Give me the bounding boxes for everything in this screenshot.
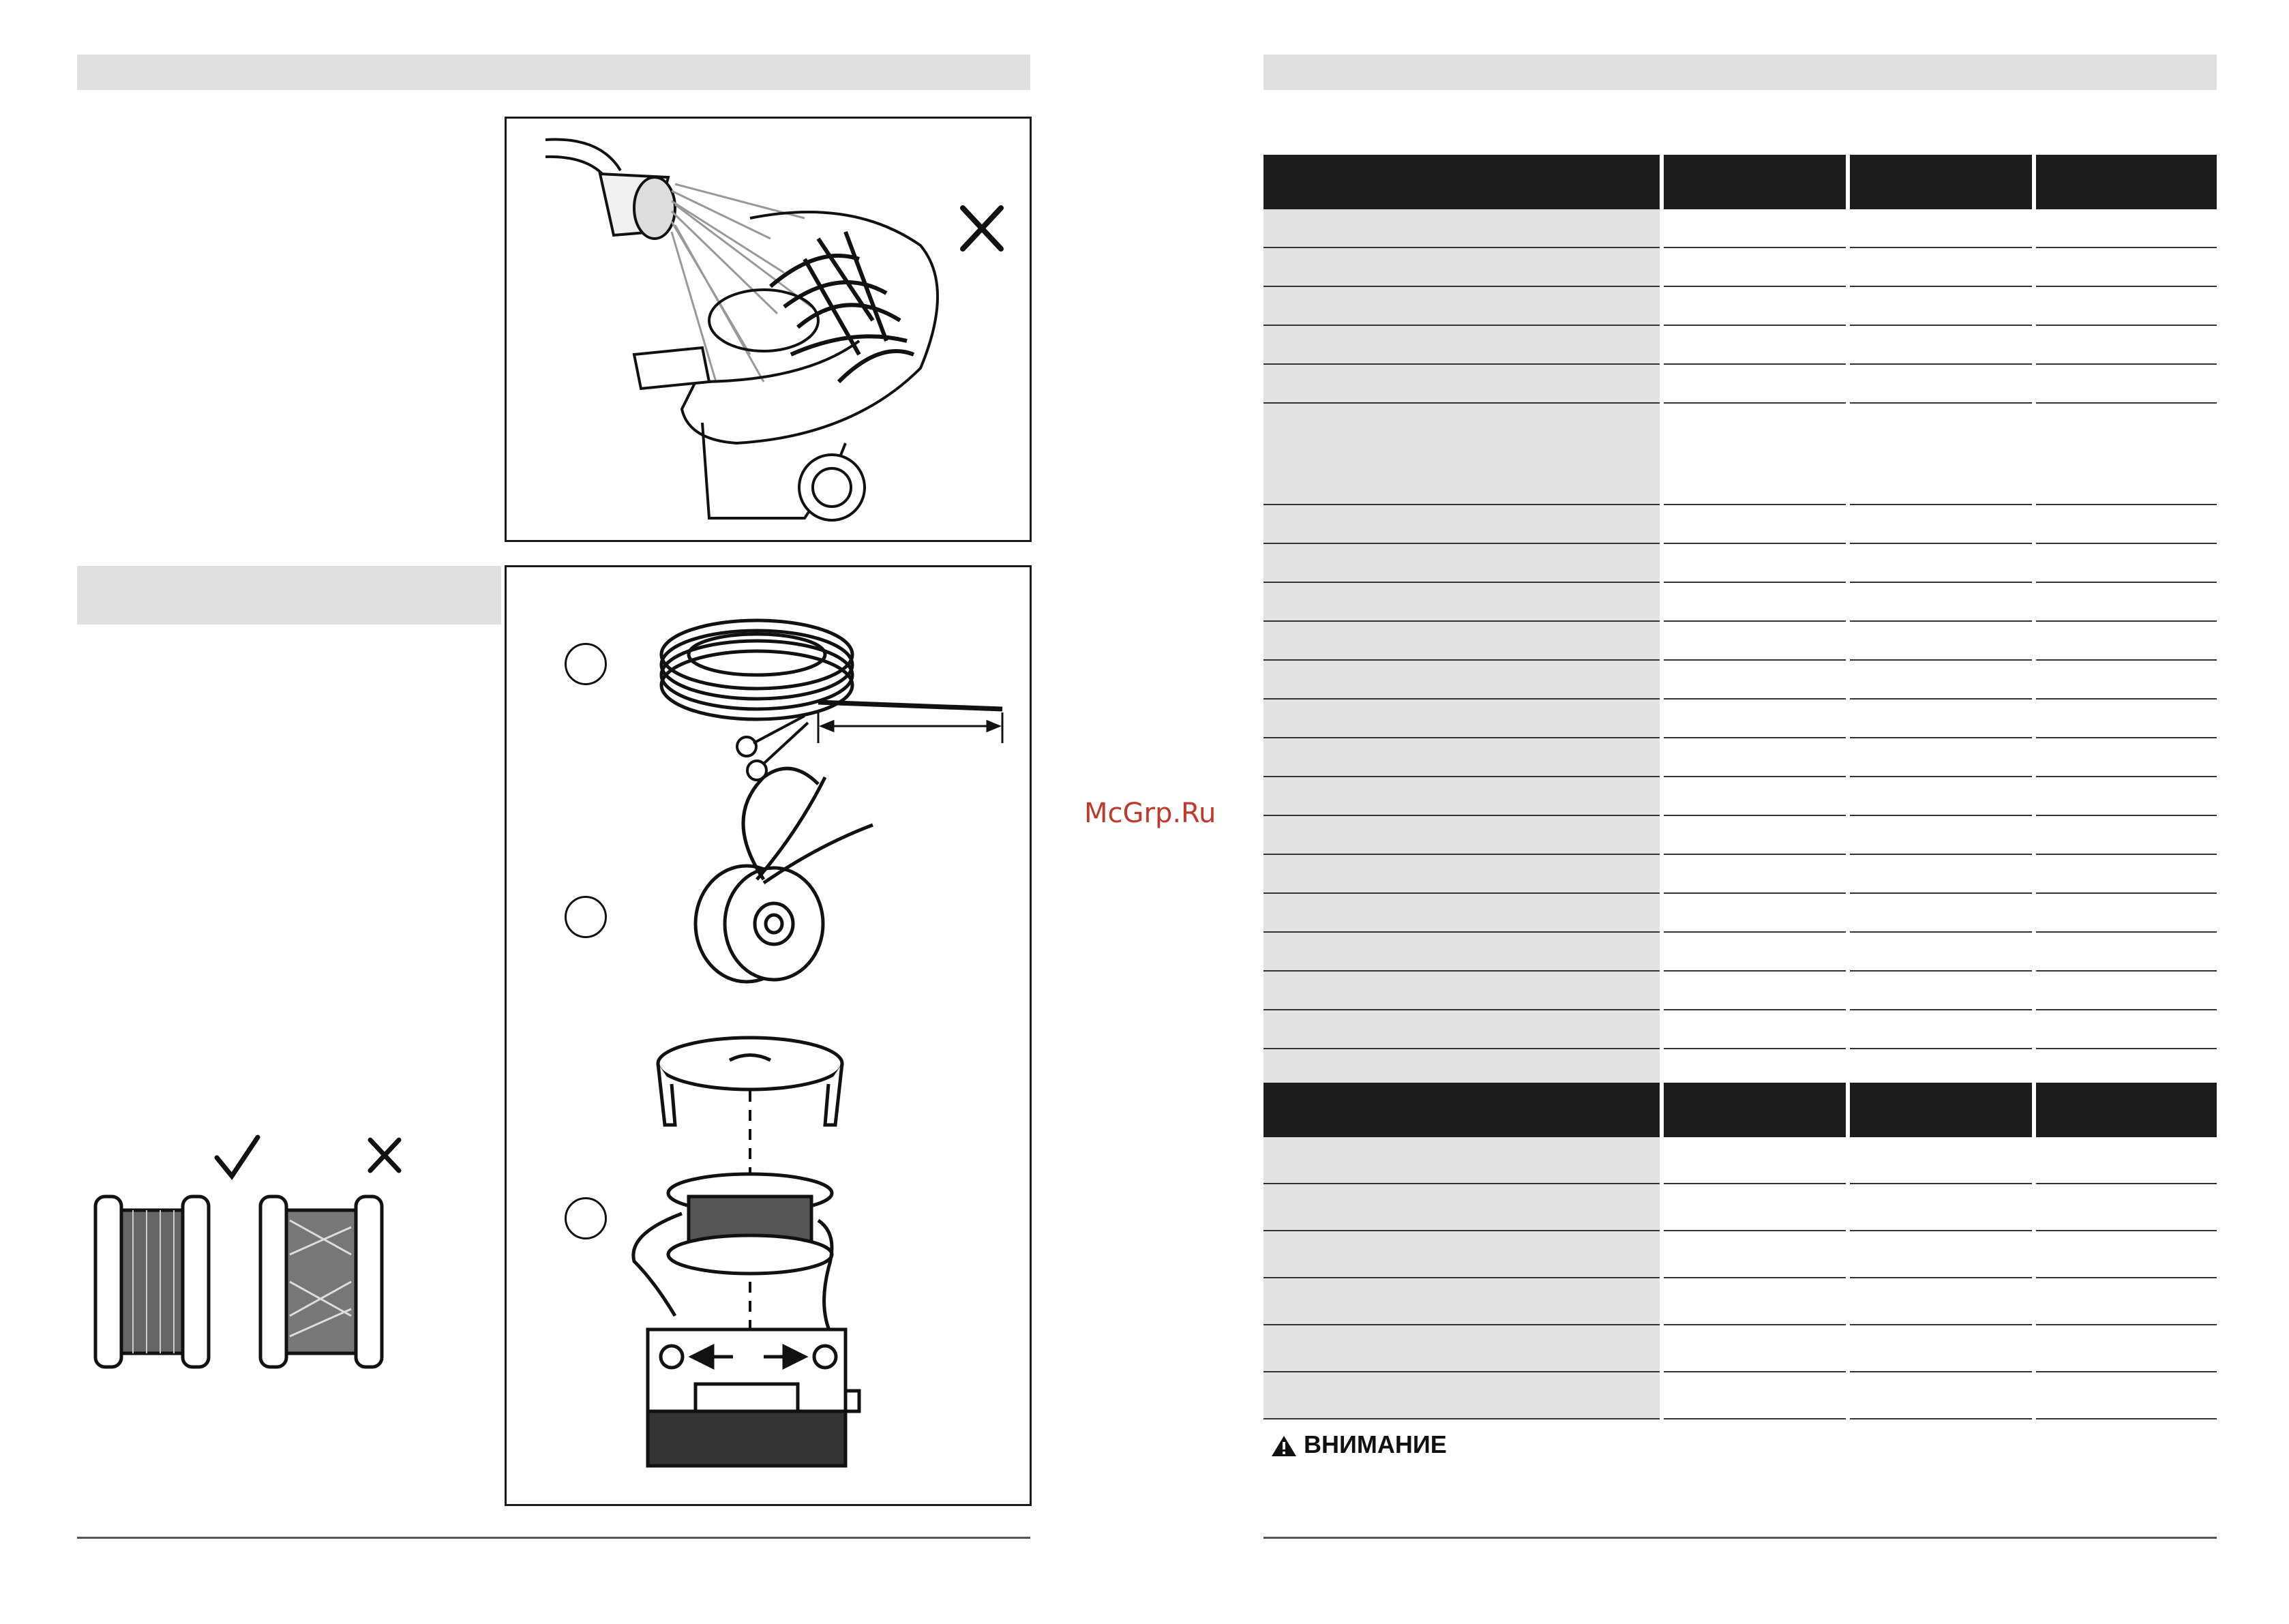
spec-table-2-row [1263,1278,2217,1325]
spec-table-2-row [1263,1325,2217,1372]
spec-table-2-cell [1263,1137,1662,1184]
spec-table-1-cell [1662,505,1848,543]
spec-table-1-row [1263,971,2217,1010]
spec-table-2-cell [2034,1137,2217,1184]
spec-table-1-cell [1662,1049,1848,1087]
spec-table-1-cell [1263,1049,1662,1087]
spec-table-1-row [1263,582,2217,621]
spec-table-1-cell [1662,286,1848,325]
spool-threading-icon [695,768,873,982]
spec-table-1-row [1263,854,2217,893]
spec-table-2-cell [1662,1137,1848,1184]
spec-table-1-cell [1848,505,2034,543]
trimmer-head-base-icon [648,1329,859,1466]
spec-table-1-cell [2034,247,2217,286]
spec-table-1-row [1263,699,2217,738]
spec-table-1-cell [1263,893,1662,932]
spec-table-2-cell [2034,1325,2217,1372]
spec-table-1-cell [1848,209,2034,247]
spec-table-2-header [1263,1083,2217,1137]
spec-table-1-cell [1662,1010,1848,1049]
spec-table-1-cell [1263,621,1662,660]
spec-table-1-cell [1662,403,1848,505]
spec-table-2-cell [2034,1184,2217,1231]
spec-table-1-cell [1662,777,1848,815]
check-mark-icon [217,1137,258,1176]
spec-table-1-row [1263,247,2217,286]
grass-debris-icon [771,232,914,382]
spec-table-1-cell [1662,854,1848,893]
spec-table-1-cell [1263,971,1662,1010]
spec-table-1-cell [1263,854,1662,893]
spec-table-1-cell [1848,1010,2034,1049]
spec-table-1-cell [1848,364,2034,403]
spec-table-1-cell [2034,815,2217,854]
spool-incorrect-icon [260,1197,382,1367]
spec-table-1-cell [1848,815,2034,854]
spec-table-1-cell [1662,699,1848,738]
spec-table-1-cell [1662,247,1848,286]
spec-table-1-row [1263,543,2217,582]
spec-table-1 [1263,155,2217,1127]
spec-table-1-cell [1263,1010,1662,1049]
spec-table-2-col-4 [2034,1083,2217,1137]
spec-table-1-cell [2034,621,2217,660]
spec-table-1-cell [1662,582,1848,621]
spec-table-2-cell [1263,1231,1662,1278]
spec-table-1-cell [2034,660,2217,699]
spec-table-1-cell [1263,815,1662,854]
spec-table-1-cell [2034,1010,2217,1049]
spec-table-1-cell [1848,660,2034,699]
spec-table-1-col-2 [1662,155,1848,209]
spec-table-1-row [1263,893,2217,932]
spec-table-1-cell [1848,403,2034,505]
spec-table-2-cell [1263,1278,1662,1325]
spec-table-1-cell [1848,738,2034,777]
spec-table-1-cell [1848,893,2034,932]
spec-table-1-cell [1848,621,2034,660]
spec-table-1-cell [1263,325,1662,364]
spec-table-2-cell [1848,1137,2034,1184]
spec-table-1-row [1263,403,2217,505]
spec-table-1-cell [2034,699,2217,738]
spec-table-1-cell [2034,854,2217,893]
spec-table-1-cell [1662,932,1848,971]
spec-table-2-row [1263,1137,2217,1184]
spec-table-1-cell [1848,286,2034,325]
spec-table-1-col-3 [1848,155,2034,209]
spec-table-1-cell [1662,971,1848,1010]
spec-table-1-cell [1263,738,1662,777]
spec-table-1-cell [1662,325,1848,364]
spec-table-1-cell [1263,209,1662,247]
spec-table-1-cell [1662,660,1848,699]
spec-table-1-cell [1263,505,1662,543]
spec-table-1-cell [2034,582,2217,621]
spec-table-2-row [1263,1372,2217,1419]
spec-table-2-row [1263,1231,2217,1278]
spec-table-1-cell [2034,777,2217,815]
spec-table-2-cell [1848,1372,2034,1419]
spec-table-1-col-1 [1263,155,1662,209]
spec-table-1-col-4 [2034,155,2217,209]
spec-table-1-row [1263,209,2217,247]
spec-table-1-row [1263,777,2217,815]
spec-table-1-cell [2034,738,2217,777]
cross-mark-icon-small [370,1140,399,1171]
spec-table-1-cell [1662,209,1848,247]
spec-table-1-cell [1848,777,2034,815]
spec-table-1-cell [1662,543,1848,582]
length-dimension-icon [818,712,1002,743]
spec-table-1-row [1263,621,2217,660]
spec-table-1-cell [1263,286,1662,325]
spec-table-2-cell [1263,1325,1662,1372]
spec-table-1-cell [1848,699,2034,738]
spec-table-2-cell [1662,1325,1848,1372]
line-coil-icon [661,620,1002,719]
spec-table-1-cell [1848,325,2034,364]
spec-table-1-cell [1263,660,1662,699]
spec-table-2-cell [1263,1184,1662,1231]
spec-table-1-cell [2034,932,2217,971]
spec-table-1-cell [1263,403,1662,505]
spec-table-2-cell [1848,1231,2034,1278]
spec-table-1-cell [1662,738,1848,777]
watermark-text: McGrp.Ru [1084,798,1216,829]
spec-table-1-cell [1848,582,2034,621]
spec-table-2-cell [1263,1372,1662,1419]
spec-table-2-cell [1848,1184,2034,1231]
spec-table-1-cell [2034,403,2217,505]
spec-table-2-cell [1662,1231,1848,1278]
spec-table-1-cell [2034,505,2217,543]
spec-table-2-cell [2034,1372,2217,1419]
spec-table-2-col-2 [1662,1083,1848,1137]
spec-table-2-cell [1848,1278,2034,1325]
spec-table-1-cell [1263,699,1662,738]
spec-table-2-cell [1662,1278,1848,1325]
spec-table-1-row [1263,286,2217,325]
spec-table-1-row [1263,505,2217,543]
spec-table-1-cell [1662,815,1848,854]
spec-table-1-cell [2034,209,2217,247]
spec-table-1-header [1263,155,2217,209]
spec-table-1-cell [1848,543,2034,582]
spec-table-1-cell [2034,325,2217,364]
spec-table-1-cell [1848,854,2034,893]
spec-table-1-cell [2034,543,2217,582]
spec-table-1-cell [1662,893,1848,932]
spec-table-1-cell [2034,971,2217,1010]
spec-table-1-row [1263,325,2217,364]
spec-table-1-cell [1263,777,1662,815]
spec-table-2 [1263,1083,2217,1419]
spec-table-1-cell [1662,621,1848,660]
spec-table-2-cell [2034,1231,2217,1278]
spec-table-1-cell [1848,971,2034,1010]
spec-table-1-row [1263,815,2217,854]
spec-table-1-cell [1263,364,1662,403]
spec-table-1-cell [1263,932,1662,971]
spec-table-1-cell [1263,247,1662,286]
spool-wound-icon [633,1174,832,1336]
spec-table-1-row [1263,1010,2217,1049]
spec-table-1-cell [1848,247,2034,286]
spec-table-2-col-1 [1263,1083,1662,1137]
spool-correct-icon [95,1197,209,1367]
spec-table-1-row [1263,1049,2217,1087]
spec-table-1-cell [1263,543,1662,582]
hose-nozzle-icon [545,140,675,239]
spec-table-2-cell [1662,1372,1848,1419]
spec-table-2-cell [2034,1278,2217,1325]
spec-table-1-cell [1263,582,1662,621]
spec-table-2-cell [1848,1325,2034,1372]
spec-table-2-cell [1662,1184,1848,1231]
spec-table-1-cell [1848,932,2034,971]
cross-mark-icon [963,208,1001,249]
spec-table-1-cell [2034,286,2217,325]
spec-table-2-col-3 [1848,1083,2034,1137]
spec-table-1-cell [2034,1049,2217,1087]
spec-table-1-cell [1848,1049,2034,1087]
spec-table-1-row [1263,738,2217,777]
spec-table-1-cell [1662,364,1848,403]
spec-table-1-row [1263,660,2217,699]
spec-table-1-cell [2034,893,2217,932]
spec-table-1-cell [2034,364,2217,403]
spec-table-1-row [1263,932,2217,971]
warning-heading [1270,1430,1447,1459]
spec-table-2-row [1263,1184,2217,1231]
warning-label: ВНИМАНИЕ [1304,1430,1447,1458]
spec-table-1-row [1263,364,2217,403]
